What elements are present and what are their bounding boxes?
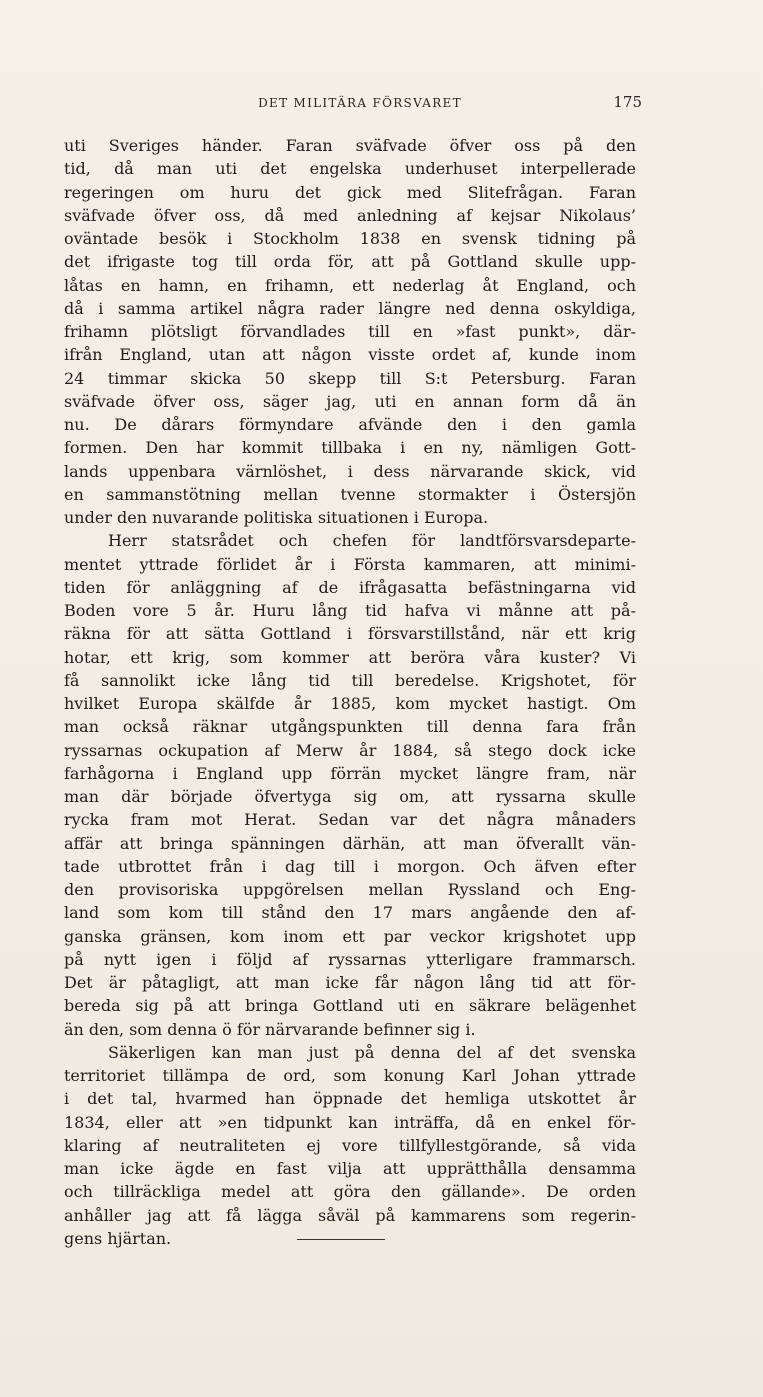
text-line: man där började öfvertyga sig om, att ryssarna skulle: [64, 787, 636, 806]
text-line: farhågorna i England upp förrän mycket längre fram, när: [64, 763, 636, 783]
text-line: land som kom till stånd den 17 mars angående den af-: [64, 903, 636, 923]
text-line: mentet yttrade förlidet år i Första kammaren, att minimi-: [64, 554, 636, 574]
running-title: DET MILITÄRA FÖRSVARET: [258, 96, 462, 110]
paragraph-1: [64, 134, 636, 529]
paragraph-2: [64, 529, 636, 1041]
text-line: gens hjärtan.: [64, 1228, 172, 1248]
text-line: formen. Den har kommit tillbaka i en ny, nämligen Gott-: [64, 438, 636, 458]
end-rule-divider: [297, 1239, 385, 1240]
body-text: [64, 134, 636, 1250]
text-line: Boden vore 5 år. Huru lång tid hafva vi månne att på-: [64, 601, 636, 620]
text-line: lands uppenbara värnlöshet, i dess närvarande skick, vid: [64, 461, 636, 481]
text-line: hvilket Europa skälfde år 1885, kom mycket hastigt. Om: [64, 694, 636, 713]
paragraph-3: [64, 1041, 636, 1250]
text-line: i det tal, hvarmed han öppnade det hemliga utskottet år: [64, 1089, 636, 1109]
text-line: än den, som denna ö för närvarande befinner sig i.: [64, 1019, 476, 1039]
text-line: klaring af neutraliteten ej vore tillfyllestgörande, så vida: [64, 1135, 636, 1155]
text-line: man också räknar utgångspunkten till denna fara från: [64, 717, 636, 737]
text-line: Säkerligen kan man just på denna del af det svenska: [108, 1042, 636, 1062]
text-line: territoriet tillämpa de ord, som konung Karl Johan yttrade: [64, 1066, 636, 1085]
text-line: på nytt igen i följd af ryssarnas ytterligare frammarsch.: [64, 949, 636, 969]
text-line: rycka fram mot Herat. Sedan var det några månaders: [64, 810, 636, 830]
text-line: räkna för att sätta Gottland i försvarstillstånd, när ett krig: [64, 624, 636, 644]
text-line: man icke ägde en fast vilja att upprätthålla densamma: [64, 1159, 636, 1178]
text-line: ganska gränsen, kom inom ett par veckor krigshotet upp: [64, 926, 636, 946]
text-line: uti Sveriges händer. Faran sväfvade öfver oss på den: [64, 136, 636, 155]
text-line: ryssarnas ockupation af Merw år 1884, så stego dock icke: [64, 740, 636, 760]
text-line: nu. De dårars förmyndare afvände den i den gamla: [64, 415, 636, 434]
text-line: oväntade besök i Stockholm 1838 en svensk tidning på: [64, 229, 636, 248]
text-line: Herr statsrådet och chefen för landtförsvarsdeparte-: [108, 531, 636, 551]
text-line: sväfvade öfver oss, då med anledning af kejsar Nikolaus’: [64, 205, 636, 225]
page-number: 175: [613, 93, 642, 111]
text-line: 24 timmar skicka 50 skepp till S:t Petersburg. Faran: [64, 368, 636, 388]
text-line: då i samma artikel några rader längre ned denna oskyldiga,: [64, 298, 636, 318]
text-line: en sammanstötning mellan tvenne stormakter i Östersjön: [64, 484, 636, 504]
text-line: bereda sig på att bringa Gottland uti en säkrare belägenhet: [64, 996, 636, 1016]
text-line: 1834, eller att »en tidpunkt kan inträffa, då en enkel för-: [64, 1112, 636, 1132]
text-line: ifrån England, utan att någon visste ordet af, kunde inom: [64, 345, 636, 365]
text-line: sväfvade öfver oss, säger jag, uti en annan form då än: [64, 391, 636, 411]
text-line: Det är påtagligt, att man icke får någon lång tid att för-: [64, 973, 636, 992]
text-line: frihamn plötsligt förvandlades till en »fast punkt», där-: [64, 322, 636, 341]
text-line: låtas en hamn, en frihamn, ett nederlag åt England, och: [64, 275, 636, 295]
text-line: anhåller jag att få lägga såväl på kammarens som regerin-: [64, 1205, 636, 1225]
text-line: den provisoriska uppgörelsen mellan Ryssland och Eng-: [64, 880, 636, 899]
text-line: hotar, ett krig, som kommer att beröra våra kuster? Vi: [64, 647, 636, 667]
text-line: under den nuvarande politiska situationen i Europa.: [64, 508, 489, 527]
text-line: tid, då man uti det engelska underhuset interpellerade: [64, 159, 636, 179]
text-line: affär att bringa spänningen därhän, att man öfverallt vän-: [64, 833, 636, 853]
text-line: och tillräckliga medel att göra den gällande». De orden: [64, 1182, 636, 1202]
text-line: det ifrigaste tog till orda för, att på Gottland skulle upp-: [64, 252, 636, 272]
text-line: tade utbrottet från i dag till i morgon. Och äfven efter: [64, 856, 636, 876]
text-line: få sannolikt icke lång tid till beredelse. Krigshotet, för: [64, 670, 636, 690]
text-line: regeringen om huru det gick med Slitefrågan. Faran: [64, 182, 636, 202]
text-line: tiden för anläggning af de ifrågasatta befästningarna vid: [64, 577, 636, 597]
